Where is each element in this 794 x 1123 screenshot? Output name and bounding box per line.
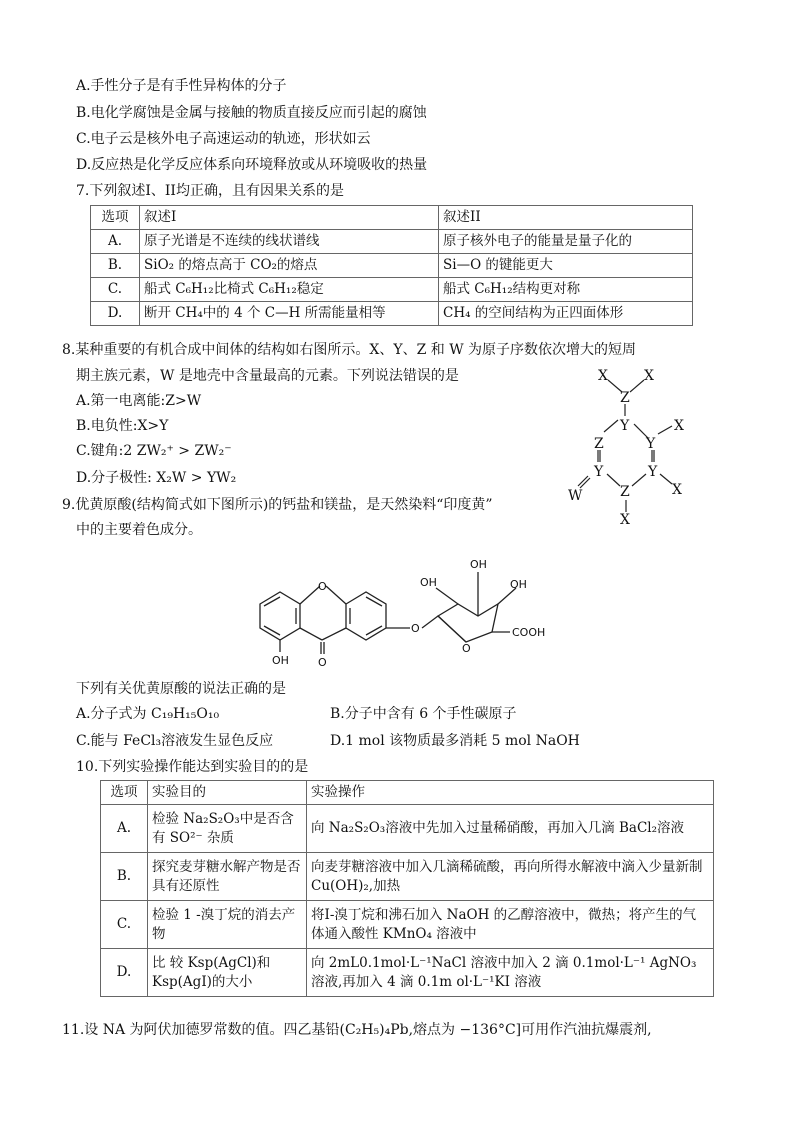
table-cell: 将I-溴丁烷和沸石加入 NaOH 的乙醇溶液中，微热；将产生的气体通入酸性 KMnO₄ 溶液中 <box>307 901 714 949</box>
table-header: 叙述I <box>140 206 439 230</box>
sugar-ring-oxygen-label: O <box>462 642 471 655</box>
table-cell: 断开 CH₄中的 4 个 C—H 所需能量相等 <box>140 302 439 326</box>
table-row <box>101 901 714 949</box>
table-cell: A. <box>101 805 148 853</box>
atom-y: Y <box>620 418 630 434</box>
q8-stem-2: 期主族元素，W 是地壳中含量最高的元素。下列说法错误的是 <box>76 368 459 384</box>
table-header-row <box>101 781 714 805</box>
table-row <box>91 254 693 278</box>
carboxyl-label: COOH <box>512 626 546 639</box>
q11-stem: 11.设 NA 为阿伏加德罗常数的值。四乙基铅(C₂H₅)₄Pb,熔点为 −136°C]可用作汽油抗爆震剂, <box>62 1022 652 1038</box>
q8-option-b: B.电负性:X>Y <box>76 418 169 434</box>
atom-z: Z <box>620 484 630 500</box>
table-row <box>91 230 693 254</box>
table-cell: 比 较 Ksp(AgCl)和 Ksp(AgI)的大小 <box>148 949 307 997</box>
table-cell: 原子核外电子的能量是量子化的 <box>439 230 693 254</box>
hydroxyl-label: OH <box>470 558 487 571</box>
table-cell: C. <box>101 901 148 949</box>
q7-table <box>90 205 693 326</box>
table-header: 实验操作 <box>307 781 714 805</box>
q7-stem: 7.下列叙述I、II均正确，且有因果关系的是 <box>76 183 344 199</box>
atom-x: X <box>674 418 684 434</box>
table-cell: B. <box>101 853 148 901</box>
table-cell: SiO₂ 的熔点高于 CO₂的熔点 <box>140 254 439 278</box>
table-cell: A. <box>91 230 140 254</box>
table-cell: CH₄ 的空间结构为正四面体形 <box>439 302 693 326</box>
q10-stem: 10.下列实验操作能达到实验目的的是 <box>76 759 309 775</box>
table-cell: D. <box>101 949 148 997</box>
table-row <box>101 949 714 997</box>
table-row <box>101 853 714 901</box>
atom-x: X <box>620 512 630 528</box>
carbonyl-oxygen-label: O <box>318 656 327 669</box>
table-row <box>91 278 693 302</box>
q8-option-a: A.第一电离能:Z>W <box>76 393 202 409</box>
q6-option-b: B.电化学腐蚀是金属与接触的物质直接反应而引起的腐蚀 <box>76 105 427 121</box>
q9-option-a: A.分子式为 C₁₉H₁₅O₁₀ <box>76 706 220 722</box>
q9-option-d: D.1 mol 该物质最多消耗 5 mol NaOH <box>330 733 580 749</box>
atom-w: W <box>568 488 583 504</box>
table-cell: 探究麦芽糖水解产物是否具有还原性 <box>148 853 307 901</box>
table-header: 叙述II <box>439 206 693 230</box>
table-header: 选项 <box>101 781 148 805</box>
table-cell: 船式 C₆H₁₂比椅式 C₆H₁₂稳定 <box>140 278 439 302</box>
q9-structure-diagram <box>240 542 560 677</box>
q8-option-d: D.分子极性: X₂W > YW₂ <box>76 470 237 486</box>
ether-oxygen-label: O <box>411 622 420 635</box>
q8-stem-1: 8.某种重要的有机合成中间体的结构如右图所示。X、Y、Z 和 W 为原子序数依次增大的短周 <box>62 342 637 358</box>
table-cell: 船式 C₆H₁₂结构更对称 <box>439 278 693 302</box>
atom-z: Z <box>594 436 604 452</box>
hydroxyl-label: OH <box>272 654 289 667</box>
atom-x: X <box>672 482 682 498</box>
hydroxyl-label: OH <box>510 578 527 591</box>
table-row <box>91 302 693 326</box>
table-header: 选项 <box>91 206 140 230</box>
atom-z: Z <box>620 390 630 406</box>
atom-x: X <box>644 368 654 384</box>
q8-option-c: C.键角:2 ZW₂⁺ > ZW₂⁻ <box>76 443 232 459</box>
q9-stem-2: 中的主要着色成分。 <box>76 522 202 538</box>
q9-question: 下列有关优黄原酸的说法正确的是 <box>76 681 286 697</box>
table-cell: 检验 1 -溴丁烷的消去产物 <box>148 901 307 949</box>
table-header-row <box>91 206 693 230</box>
atom-y: Y <box>594 464 604 480</box>
hydroxyl-label: OH <box>420 576 437 589</box>
table-cell: C. <box>91 278 140 302</box>
table-cell: D. <box>91 302 140 326</box>
table-cell: 向 2mL0.1mol·L⁻¹NaCl 溶液中加入 2 滴 0.1mol·L⁻¹ AgNO₃溶液,再加入 4 滴 0.1m ol·L⁻¹KI 溶液 <box>307 949 714 997</box>
atom-y: Y <box>646 436 656 452</box>
table-cell: 原子光谱是不连续的线状谱线 <box>140 230 439 254</box>
table-row <box>101 805 714 853</box>
atom-y: Y <box>648 464 658 480</box>
q6-option-d: D.反应热是化学反应体系向环境释放或从环境吸收的热量 <box>76 157 428 173</box>
table-cell: 向 Na₂S₂O₃溶液中先加入过量稀硝酸，再加入几滴 BaCl₂溶液 <box>307 805 714 853</box>
q8-structure-diagram <box>560 362 700 532</box>
ring-oxygen-label: O <box>318 580 327 593</box>
table-cell: 向麦芽糖溶液中加入几滴稀硫酸，再向所得水解液中滴入少量新制 Cu(OH)₂,加热 <box>307 853 714 901</box>
table-cell: B. <box>91 254 140 278</box>
atom-x: X <box>598 368 608 384</box>
q9-stem-1: 9.优黄原酸(结构简式如下图所示)的钙盐和镁盐，是天然染料“印度黄” <box>62 497 493 513</box>
q6-option-c: C.电子云是核外电子高速运动的轨迹，形状如云 <box>76 131 371 147</box>
table-cell: Si—O 的键能更大 <box>439 254 693 278</box>
q10-table <box>100 780 714 997</box>
table-cell: 检验 Na₂S₂O₃中是否含有 SO²⁻ 杂质 <box>148 805 307 853</box>
q9-option-c: C.能与 FeCl₃溶液发生显色反应 <box>76 733 274 749</box>
q9-option-b: B.分子中含有 6 个手性碳原子 <box>330 706 517 722</box>
table-header: 实验目的 <box>148 781 307 805</box>
q6-option-a: A.手性分子是有手性异构体的分子 <box>76 78 287 94</box>
